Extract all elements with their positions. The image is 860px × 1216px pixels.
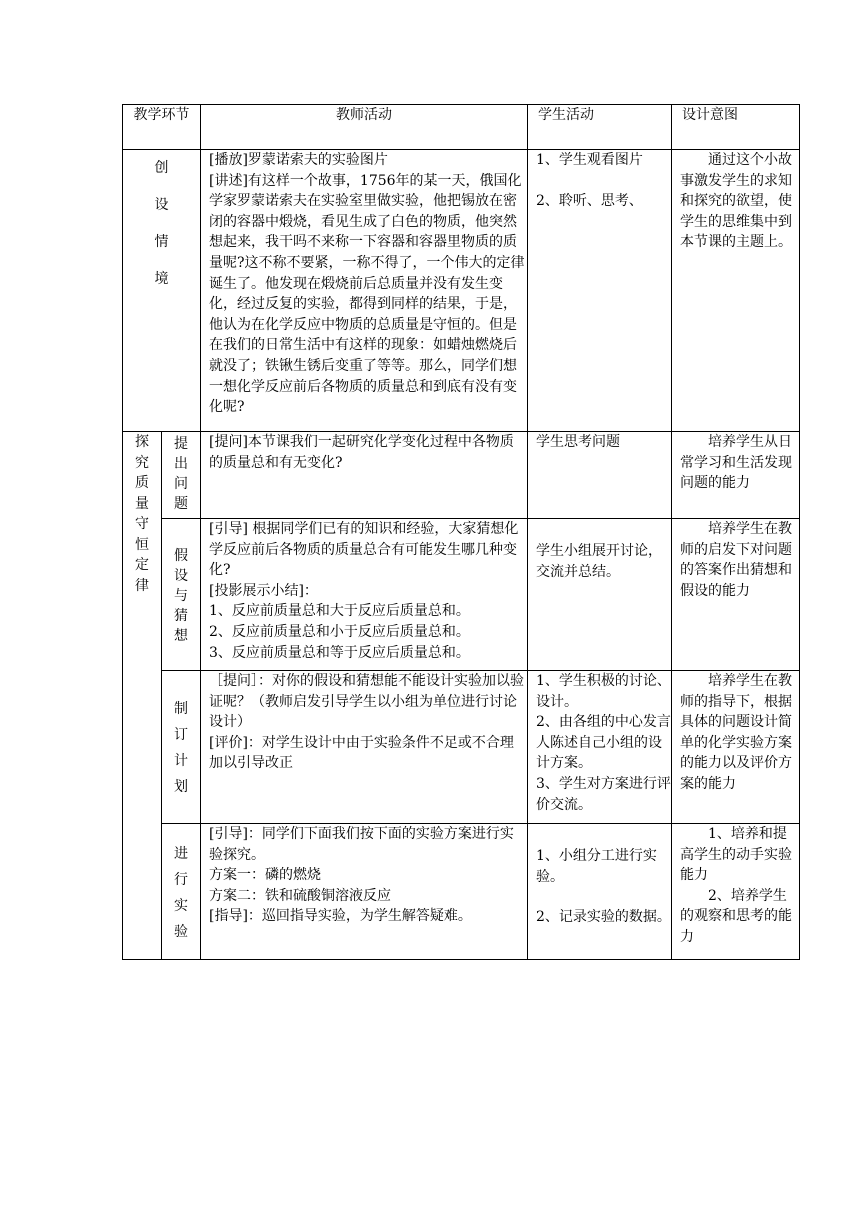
row-plan [123,671,800,824]
teacher-question-text: [提问]本节课我们一起研究化学变化过程中各物质的质量总和有无变化? [209,434,514,471]
teacher-experiment-line: 方案二：铁和硫酸铜溶液反应 [209,887,391,904]
stage-char: 律 [135,577,149,594]
teacher-hypothesis [201,519,528,671]
design-hypothesis [672,519,800,671]
teacher-hypothesis-line: [引导] 根据同学们已有的知识和经验，大家猜想化学反应前后各物质的质量总合有可能发生哪几种变化? [209,521,519,579]
student-hypothesis [528,519,672,671]
teacher-hypothesis-line: 2、反应前质量总和小于反应后质量总和。 [209,623,470,640]
student-experiment [528,824,672,960]
stage-char: 量 [135,495,149,512]
student-plan [528,671,672,824]
row-experiment [123,824,800,960]
substage-char: 想 [174,627,188,644]
stage-char: 设 [154,197,169,213]
header-teacher-text: 教师活动 [336,107,392,123]
substage-char: 出 [174,456,188,472]
design-experiment-1: 1、培养和提高学生的动手实验能力 [680,826,792,884]
design-hypothesis-text: 培养学生在教师的启发下对问题的答案作出猜想和假设的能力 [680,521,792,599]
substage-char: 问 [174,476,188,492]
substage-hypothesis [162,519,201,671]
design-question-text: 培养学生从日常学习和生活发现问题的能力 [680,434,792,492]
substage-char: 提 [174,436,188,452]
teacher-experiment-line: [指导]：巡回指导实验，为学生解答疑难。 [209,908,472,925]
header-stage-text: 教学环节 [133,107,190,123]
teacher-plan [201,671,528,824]
substage-char: 猜 [174,607,188,624]
student-scenario [528,150,672,432]
header-student [528,105,672,150]
substage-char: 实 [174,897,188,914]
design-plan [672,671,800,824]
substage-char: 题 [174,496,188,512]
student-scenario-2: 2、聆听、思考、 [536,192,643,209]
student-plan-line: 1、学生积极的讨论、设计。 [536,673,671,710]
substage-char: 制 [174,701,188,717]
header-student-text: 学生活动 [538,107,594,123]
student-plan-line: 3、学生对方案进行评价交流。 [536,775,671,813]
substage-plan [162,671,201,824]
teacher-hypothesis-line: [投影展示小结]： [209,582,318,599]
stage-char: 定 [135,557,149,573]
substage-char: 计 [174,753,188,769]
design-scenario-text: 通过这个小故事激发学生的求知和探究的欲望，使学生的思维集中到本节课的主题上。 [680,152,792,251]
student-question-text: 学生思考问题 [536,434,620,450]
stage-char: 恒 [135,536,149,553]
stage-scenario [123,150,201,432]
substage-char: 验 [174,923,188,940]
stage-explore [123,432,162,960]
substage-experiment [162,824,201,960]
substage-question [162,432,201,519]
row-question [123,432,800,519]
teacher-question [201,432,528,519]
teacher-hypothesis-line: 1、反应前质量总和大于反应后质量总和。 [209,603,470,620]
teacher-scenario-text: [播放]罗蒙诺索夫的实验图片 [讲述]有这样一个故事，1756年的某一天，俄国化学家罗蒙诺索夫在实验室里做实验，他把锡放在密闭的容器中煅烧，看见生成了白色的物质，他突然想起来，我干吗不来称一下容器和容器里物质的质量呢?这不称不要紧，一称不得了，一个伟大的定律诞生了。他发现在煅烧前后总质量并没有发生变化，经过反复的实验，都得到同样的结果，于是，他认为在化学反应中物质的总质量是守恒的。但是在我们的日常生活中有这样的现象：如蜡烛燃烧后就没了；铁锹生锈后变重了等等。那么，同学们想一想化学反应前后各物质的质量总和到底有没有变化呢? [209,152,525,416]
stage-char: 质 [135,475,149,491]
teacher-plan-line: ［提问］：对你的假设和猜想能不能设计实验加以验证呢？（教师启发引导学生以小组为单位进行讨论设计） [209,673,524,731]
substage-char: 行 [174,871,188,888]
stage-char: 守 [135,516,149,532]
stage-char: 境 [154,271,169,287]
teacher-hypothesis-line: 3、反应前质量总和等于反应后质量总和。 [209,644,470,661]
stage-char: 探 [135,434,149,450]
student-hypothesis-text: 学生小组展开讨论，交流并总结。 [536,543,662,580]
substage-char: 设 [174,567,188,584]
lesson-plan-table [122,104,800,960]
substage-char: 与 [174,587,188,604]
header-design-text: 设计意图 [682,107,738,123]
teacher-scenario [201,150,528,432]
student-experiment-1: 1、小组分工进行实验。 [536,848,657,885]
row-scenario [123,150,800,432]
header-row [123,105,800,150]
design-scenario [672,150,800,432]
substage-char: 进 [174,845,188,862]
teacher-experiment [201,824,528,960]
substage-char: 订 [174,727,188,743]
substage-char: 划 [174,779,188,795]
header-stage [123,105,201,150]
stage-char: 究 [135,454,149,471]
student-experiment-2: 2、记录实验的数据。 [536,909,671,926]
teacher-plan-line: [评价]：对学生设计中由于实验条件不足或不合理加以引导改正 [209,734,514,772]
stage-char: 情 [154,234,169,250]
design-plan-text: 培养学生在教师的指导下，根据具体的问题设计简单的化学实验方案的能力以及评价方案的能力 [680,673,792,792]
design-question [672,432,800,519]
student-scenario-1: 1、学生观看图片 [536,152,643,168]
teacher-experiment-line: [引导]：同学们下面我们按下面的实验方案进行实验探究。 [209,826,514,863]
substage-char: 假 [174,547,188,564]
teacher-experiment-line: 方案一：磷的燃烧 [209,867,321,884]
header-design [672,105,800,150]
stage-char: 创 [154,160,169,176]
student-question [528,432,672,519]
student-plan-line: 2、由各组的中心发言人陈述自己小组的设计方案。 [536,714,671,772]
design-experiment-2: 2、培养学生的观察和思考的能力 [680,887,792,945]
row-hypothesis [123,519,800,671]
design-experiment [672,824,800,960]
header-teacher [201,105,528,150]
